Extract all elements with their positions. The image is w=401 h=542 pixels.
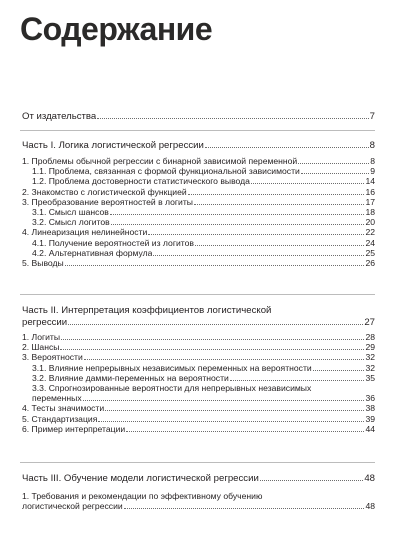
toc-entry-p2-4[interactable] <box>22 403 375 413</box>
toc-entry-p1-3-1[interactable] <box>22 207 375 217</box>
toc-entry-label: 1.2. Проблема достоверности статистического вывода <box>32 176 250 187</box>
toc-page-number: 29 <box>365 342 375 353</box>
toc-page-number: 27 <box>364 317 375 328</box>
toc-page-number: 48 <box>364 473 375 484</box>
toc-entry-label-continued: переменных <box>32 393 82 404</box>
page-title: Содержание <box>20 11 213 47</box>
toc-entry-p1-1-1[interactable] <box>22 166 375 176</box>
toc-page-number: 36 <box>365 393 375 404</box>
toc-entry-label: Часть II. Интерпретация коэффициентов логистической <box>22 305 272 316</box>
toc-page-number: 8 <box>370 156 375 166</box>
toc-entry-label: 4. Линеаризация нелинейности <box>22 227 148 238</box>
dot-leader <box>260 480 364 481</box>
toc-section-part2 <box>22 305 375 434</box>
toc-entry-label: 4.2. Альтернативная формула <box>32 247 153 258</box>
toc-entry-p2-2[interactable] <box>22 342 375 352</box>
toc-section-part1 <box>22 140 375 268</box>
toc-entry-label: 1. Проблемы обычной регрессии с бинарной зависимой переменной <box>22 156 298 166</box>
toc-entry-p1-3-2[interactable] <box>22 217 375 227</box>
dot-leader <box>194 204 364 205</box>
toc-page-number: 44 <box>365 423 375 434</box>
toc-page-number: 17 <box>365 196 375 207</box>
dot-leader <box>60 349 364 350</box>
dot-leader <box>61 339 364 340</box>
toc-page-number: 8 <box>369 140 375 151</box>
toc-entry-p1-5[interactable] <box>22 258 375 268</box>
toc-entry-p1-3[interactable] <box>22 197 375 207</box>
toc-entry-label: 5. Выводы <box>22 258 64 269</box>
toc-entry-label: 1. Логиты <box>22 332 61 342</box>
dot-leader <box>124 508 365 509</box>
dot-leader <box>65 265 365 266</box>
section-divider <box>20 130 375 131</box>
toc-page-number: 26 <box>365 258 375 269</box>
dot-leader <box>97 118 368 119</box>
toc-entry-label: 1. Требования и рекомендации по эффективному обучению <box>22 491 263 501</box>
dot-leader <box>148 234 364 235</box>
toc-page-number: 20 <box>365 217 375 228</box>
toc-entry-label-continued: регрессии <box>22 317 68 328</box>
dot-leader <box>111 224 365 225</box>
section-divider <box>20 294 375 295</box>
toc-page-number: 18 <box>365 207 375 218</box>
toc-entry-part3[interactable] <box>22 473 375 485</box>
toc-entry-label: 6. Пример интерпретации <box>22 423 126 434</box>
toc-entry-label: 3.2. Влияние дамми-переменных на вероятности <box>32 372 229 383</box>
toc-entry-label: 3. Вероятности <box>22 352 83 363</box>
toc-entry-label: Часть I. Логика логистической регрессии <box>22 140 204 151</box>
toc-page-number: 14 <box>365 176 375 187</box>
toc-page-number: 48 <box>365 501 375 512</box>
toc-page-number: 16 <box>365 186 375 197</box>
toc-page-number: 25 <box>365 247 375 258</box>
toc-entry-part1[interactable] <box>22 140 375 152</box>
toc-entry-p2-3-3[interactable] <box>22 383 375 403</box>
toc-entry-label: Часть III. Обучение модели логистической регрессии <box>22 473 259 484</box>
dot-leader <box>313 370 365 371</box>
toc-entry-p2-3[interactable] <box>22 352 375 362</box>
dot-leader <box>84 359 365 360</box>
toc-page-number: 24 <box>365 237 375 248</box>
toc-page-number: 28 <box>365 332 375 342</box>
dot-leader <box>98 421 364 422</box>
toc-entry-p2-6[interactable] <box>22 424 375 434</box>
toc-page-number: 22 <box>365 227 375 238</box>
dot-leader <box>68 324 363 325</box>
toc-entry-label: 3.1. Смысл шансов <box>32 207 109 218</box>
toc-entry-p1-4-2[interactable] <box>22 248 375 258</box>
dot-leader <box>301 173 369 174</box>
dot-leader <box>205 147 369 148</box>
section-divider <box>20 462 375 463</box>
toc-entry-p2-1[interactable] <box>22 332 375 342</box>
toc-entry-p2-3-1[interactable] <box>22 363 375 373</box>
toc-entry-p2-5[interactable] <box>22 414 375 424</box>
toc-entry-label: 5. Стандартизация <box>22 413 98 424</box>
toc-entry-publisher[interactable] <box>22 111 375 123</box>
dot-leader <box>230 380 365 381</box>
toc-page-number: 35 <box>365 372 375 383</box>
toc-entry-p1-2[interactable] <box>22 187 375 197</box>
dot-leader <box>188 194 365 195</box>
toc-entry-label-continued: логистической регрессии <box>22 501 123 512</box>
toc-entry-label: 4. Тесты значимости <box>22 403 105 414</box>
toc-entry-label: 2. Знакомство с логистической функцией <box>22 186 187 197</box>
toc-page-number: 9 <box>370 166 375 177</box>
toc-entry-label: 3. Преобразование вероятностей в логиты <box>22 196 193 207</box>
toc-entry-p1-4[interactable] <box>22 227 375 237</box>
toc-page-number: 38 <box>365 403 375 414</box>
toc-entry-p3-1[interactable] <box>22 491 375 511</box>
toc-entry-label: 2. Шансы <box>22 342 60 353</box>
toc-entry-label: 3.2. Смысл логитов <box>32 217 110 228</box>
dot-leader <box>298 163 369 164</box>
dot-leader <box>251 183 364 184</box>
toc-section-publisher <box>22 111 375 123</box>
dot-leader <box>153 255 364 256</box>
toc-page-number: 32 <box>365 352 375 363</box>
toc-entry-label: 4.1. Получение вероятностей из логитов <box>32 237 194 248</box>
toc-page-number: 7 <box>369 111 375 122</box>
toc-entry-p1-1-2[interactable] <box>22 176 375 186</box>
dot-leader <box>126 431 364 432</box>
toc-entry-label: 3.3. Спрогнозированные вероятности для непрерывных независимых <box>32 383 312 394</box>
dot-leader <box>83 400 365 401</box>
toc-entry-p1-1[interactable] <box>22 156 375 166</box>
toc-entry-p1-4-1[interactable] <box>22 238 375 248</box>
dot-leader <box>105 410 364 411</box>
dot-leader <box>110 214 365 215</box>
toc-section-part3 <box>22 473 375 511</box>
toc-entry-label: От издательства <box>22 111 97 122</box>
toc-page-number: 32 <box>365 362 375 373</box>
toc-entry-label: 1.1. Проблема, связанная с формой функциональной зависимости <box>32 166 300 177</box>
toc-entry-label: 3.1. Влияние непрерывных независимых переменных на вероятности <box>32 362 312 373</box>
toc-entry-part2[interactable] <box>22 305 375 329</box>
toc-page-number: 39 <box>365 413 375 424</box>
toc-entry-p2-3-2[interactable] <box>22 373 375 383</box>
dot-leader <box>195 245 365 246</box>
